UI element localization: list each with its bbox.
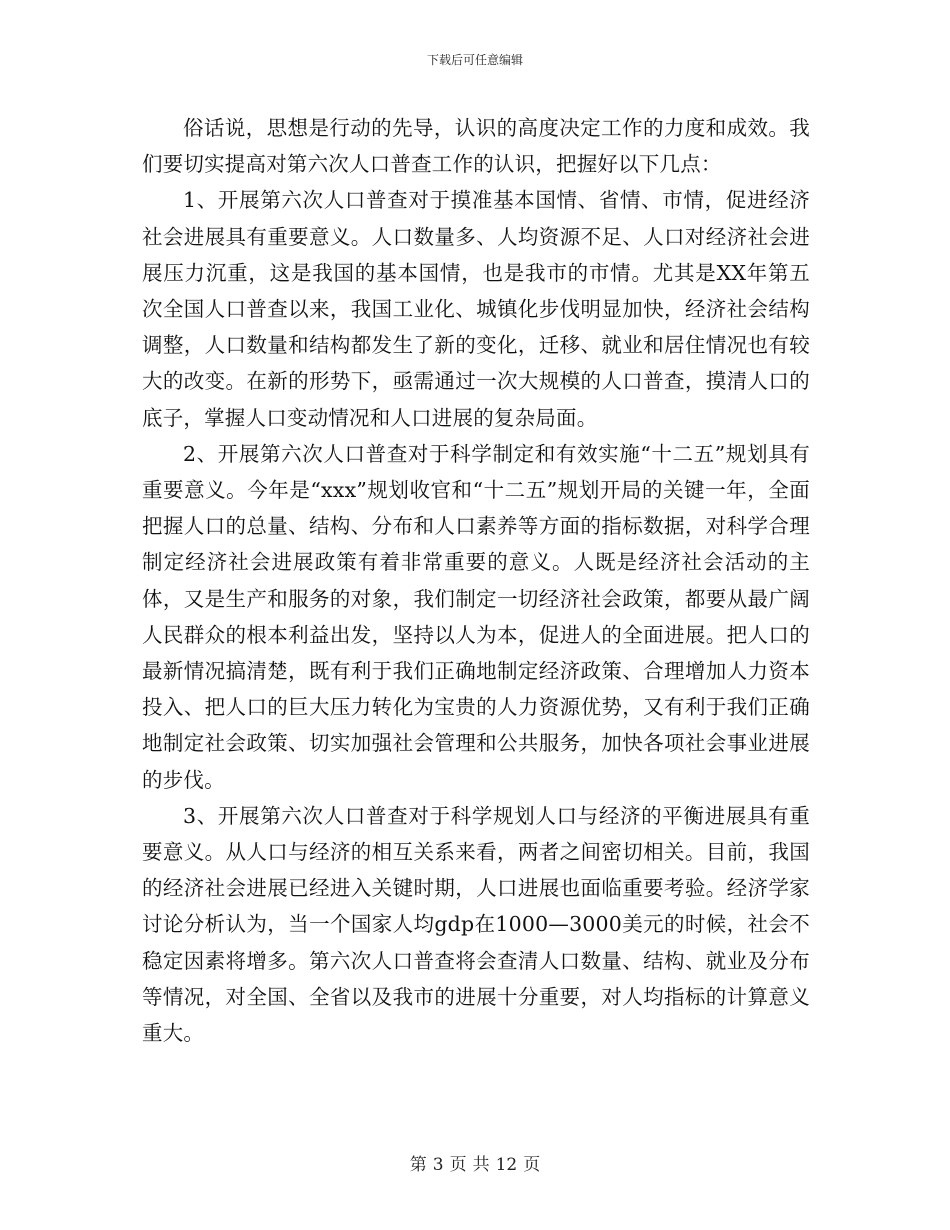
paragraph-point-3: 3、开展第六次人口普查对于科学规划人口与经济的平衡进展具有重要意义。从人口与经济的相互关系来看，两者之间密切相关。目前，我国的经济社会进展已经进入关键时期，人口进展也面临重要考验。经济学家讨论分析认为，当一个国家人均gdp在1000—3000美元的时候，社会不稳定因素将增多。第六次人口普查将会查清人口数量、结构、就业及分布等情况，对全国、全省以及我市的进展十分重要，对人均指标的计算意义重大。 [142, 803, 810, 1046]
footer-label-page: 第 [409, 1155, 427, 1175]
footer-label-page-unit: 页 [449, 1155, 467, 1175]
page-number-footer [0, 1154, 950, 1176]
footer-label-total: 共 [472, 1155, 490, 1175]
paragraph-point-2: 2、开展第六次人口普查对于科学制定和有效实施“十二五”规划具有重要意义。今年是“xxx”规划收官和“十二五”规划开局的关键一年，全面把握人口的总量、结构、分布和人口素养等方面的指标数据，对科学合理制定经济社会进展政策有着非常重要的意义。人既是经济社会活动的主体，又是生产和服务的对象，我们制定一切经济社会政策，都要从最广阔人民群众的根本利益出发，坚持以人为本，促进人的全面进展。把人口的最新情况搞清楚，既有利于我们正确地制定经济政策、合理增加人力资本投入、把人口的巨大压力转化为宝贵的人力资源优势，又有利于我们正确地制定社会政策、切实加强社会管理和公共服务，加快各项社会事业进展的步伐。 [142, 441, 810, 792]
document-body [142, 110, 810, 1051]
paragraph-intro: 俗话说，思想是行动的先导，认识的高度决定工作的力度和成效。我们要切实提高对第六次人口普查工作的认识，把握好以下几点： [142, 116, 810, 177]
page-header-note: 下载后可任意编辑 [426, 53, 523, 67]
footer-total-pages: 12 [495, 1155, 518, 1175]
paragraph-point-1: 1、开展第六次人口普查对于摸准基本国情、省情、市情，促进经济社会进展具有重要意义。人口数量多、人均资源不足、人口对经济社会进展压力沉重，这是我国的基本国情，也是我市的市情。尤其是XX年第五次全国人口普查以来，我国工业化、城镇化步伐明显加快，经济社会结构调整，人口数量和结构都发生了新的变化，迁移、就业和居住情况也有较大的改变。在新的形势下，亟需通过一次大规模的人口普查，摸清人口的底子，掌握人口变动情况和人口进展的复杂局面。 [142, 188, 810, 430]
footer-label-total-unit: 页 [523, 1155, 541, 1175]
footer-current-page: 3 [432, 1155, 444, 1175]
